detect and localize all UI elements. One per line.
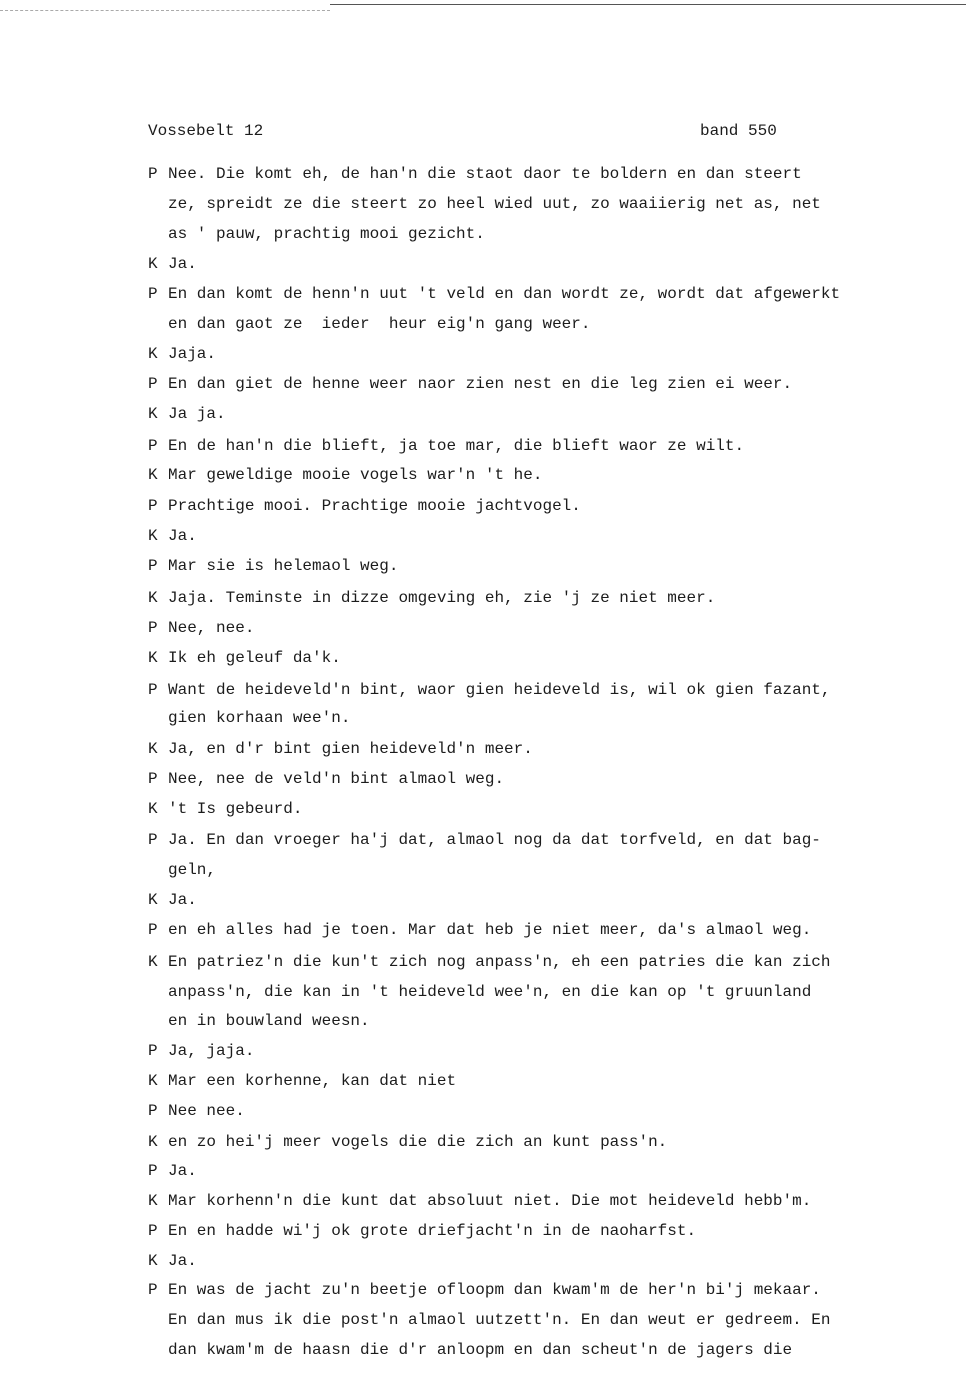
transcript-line: Jaja. Teminste in dizze omgeving eh, zie 'j ze niet meer. <box>168 589 716 607</box>
transcript-line: Mar korhenn'n die kunt dat absoluut niet. Die mot heideveld hebb'm. <box>168 1192 812 1210</box>
transcript-line: dan kwam'm de haasn die d'r anloopm en dan scheut'n de jagers die <box>168 1341 793 1359</box>
speaker-label: P <box>148 1042 158 1060</box>
speaker-label: P <box>148 921 158 939</box>
speaker-label: P <box>148 1162 158 1180</box>
speaker-label: P <box>148 375 158 393</box>
transcript-line: Prachtige mooi. Prachtige mooie jachtvogel. <box>168 497 581 515</box>
transcript-line: En de han'n die blieft, ja toe mar, die blieft waor ze wilt. <box>168 437 745 455</box>
speaker-label: K <box>148 953 158 971</box>
transcript-line: En en hadde wi'j ok grote driefjacht'n in de naoharfst. <box>168 1222 697 1240</box>
speaker-label: K <box>148 891 158 909</box>
transcript-line: ze, spreidt ze die steert zo heel wied uut, zo waaiierig net as, net <box>168 195 821 213</box>
transcript-line: Ik eh geleuf da'k. <box>168 649 341 667</box>
speaker-label: P <box>148 497 158 515</box>
speaker-label: K <box>148 649 158 667</box>
band-number: band 550 <box>700 122 777 140</box>
transcript-line: en in bouwland weesn. <box>168 1012 370 1030</box>
transcript-line: geln, <box>168 861 217 879</box>
transcript-line: Ja, jaja. <box>168 1042 255 1060</box>
speaker-label: K <box>148 1192 158 1210</box>
transcript-line: Ja ja. <box>168 405 226 423</box>
speaker-label: P <box>148 285 158 303</box>
top-edge-dashes <box>0 10 330 11</box>
speaker-label: P <box>148 1222 158 1240</box>
transcript-line: Ja, en d'r bint gien heideveld'n meer. <box>168 740 533 758</box>
speaker-label: P <box>148 619 158 637</box>
speaker-label: K <box>148 1252 158 1270</box>
transcript-line: Ja. <box>168 255 197 273</box>
transcript-line: en zo hei'j meer vogels die die zich an kunt pass'n. <box>168 1133 668 1151</box>
transcript-line: Nee nee. <box>168 1102 245 1120</box>
speaker-label: K <box>148 800 158 818</box>
transcript-line: En dan mus ik die post'n almaol uutzett'n. En dan weut er gedreem. En <box>168 1311 831 1329</box>
transcript-line: En patriez'n die kun't zich nog anpass'n, eh een patries die kan zich <box>168 953 831 971</box>
top-edge-rule <box>330 4 966 5</box>
transcript-line: en dan gaot ze ieder heur eig'n gang weer. <box>168 315 591 333</box>
speaker-label: K <box>148 345 158 363</box>
speaker-label: P <box>148 1281 158 1299</box>
speaker-label: K <box>148 466 158 484</box>
transcript-line: Mar een korhenne, kan dat niet <box>168 1072 457 1090</box>
speaker-label: K <box>148 1072 158 1090</box>
transcript-line: Mar sie is helemaol weg. <box>168 557 399 575</box>
speaker-label: K <box>148 527 158 545</box>
document-title: Vossebelt 12 <box>148 122 264 140</box>
speaker-label: K <box>148 740 158 758</box>
transcript-line: Nee, nee. <box>168 619 255 637</box>
transcript-line: Jaja. <box>168 345 217 363</box>
transcript-line: en eh alles had je toen. Mar dat heb je niet meer, da's almaol weg. <box>168 921 812 939</box>
transcript-line: gien korhaan wee'n. <box>168 709 351 727</box>
transcript-line: Want de heideveld'n bint, waor gien heideveld is, wil ok gien fazant, <box>168 681 831 699</box>
transcript-line: Nee. Die komt eh, de han'n die staot daor te boldern en dan steert <box>168 165 802 183</box>
speaker-label: K <box>148 255 158 273</box>
speaker-label: P <box>148 1102 158 1120</box>
transcript-line: Ja. <box>168 1252 197 1270</box>
speaker-label: P <box>148 681 158 699</box>
speaker-label: P <box>148 557 158 575</box>
transcript-line: anpass'n, die kan in 't heideveld wee'n, en die kan op 't gruunland <box>168 983 812 1001</box>
transcript-line: Ja. <box>168 891 197 909</box>
speaker-label: K <box>148 405 158 423</box>
speaker-label: P <box>148 165 158 183</box>
transcript-line: En was de jacht zu'n beetje ofloopm dan kwam'm de her'n bi'j mekaar. <box>168 1281 821 1299</box>
speaker-label: P <box>148 770 158 788</box>
speaker-label: P <box>148 437 158 455</box>
speaker-label: K <box>148 1133 158 1151</box>
transcript-line: as ' pauw, prachtig mooi gezicht. <box>168 225 485 243</box>
transcript-line: 't Is gebeurd. <box>168 800 303 818</box>
transcript-line: Ja. En dan vroeger ha'j dat, almaol nog da dat torfveld, en dat bag- <box>168 831 821 849</box>
transcript-line: Nee, nee de veld'n bint almaol weg. <box>168 770 505 788</box>
transcript-line: En dan komt de henn'n uut 't veld en dan wordt ze, wordt dat afgewerkt <box>168 285 841 303</box>
transcript-line: Ja. <box>168 527 197 545</box>
transcript-line: Ja. <box>168 1162 197 1180</box>
speaker-label: P <box>148 831 158 849</box>
transcript-line: Mar geweldige mooie vogels war'n 't he. <box>168 466 543 484</box>
speaker-label: K <box>148 589 158 607</box>
transcript-line: En dan giet de henne weer naor zien nest en die leg zien ei weer. <box>168 375 793 393</box>
